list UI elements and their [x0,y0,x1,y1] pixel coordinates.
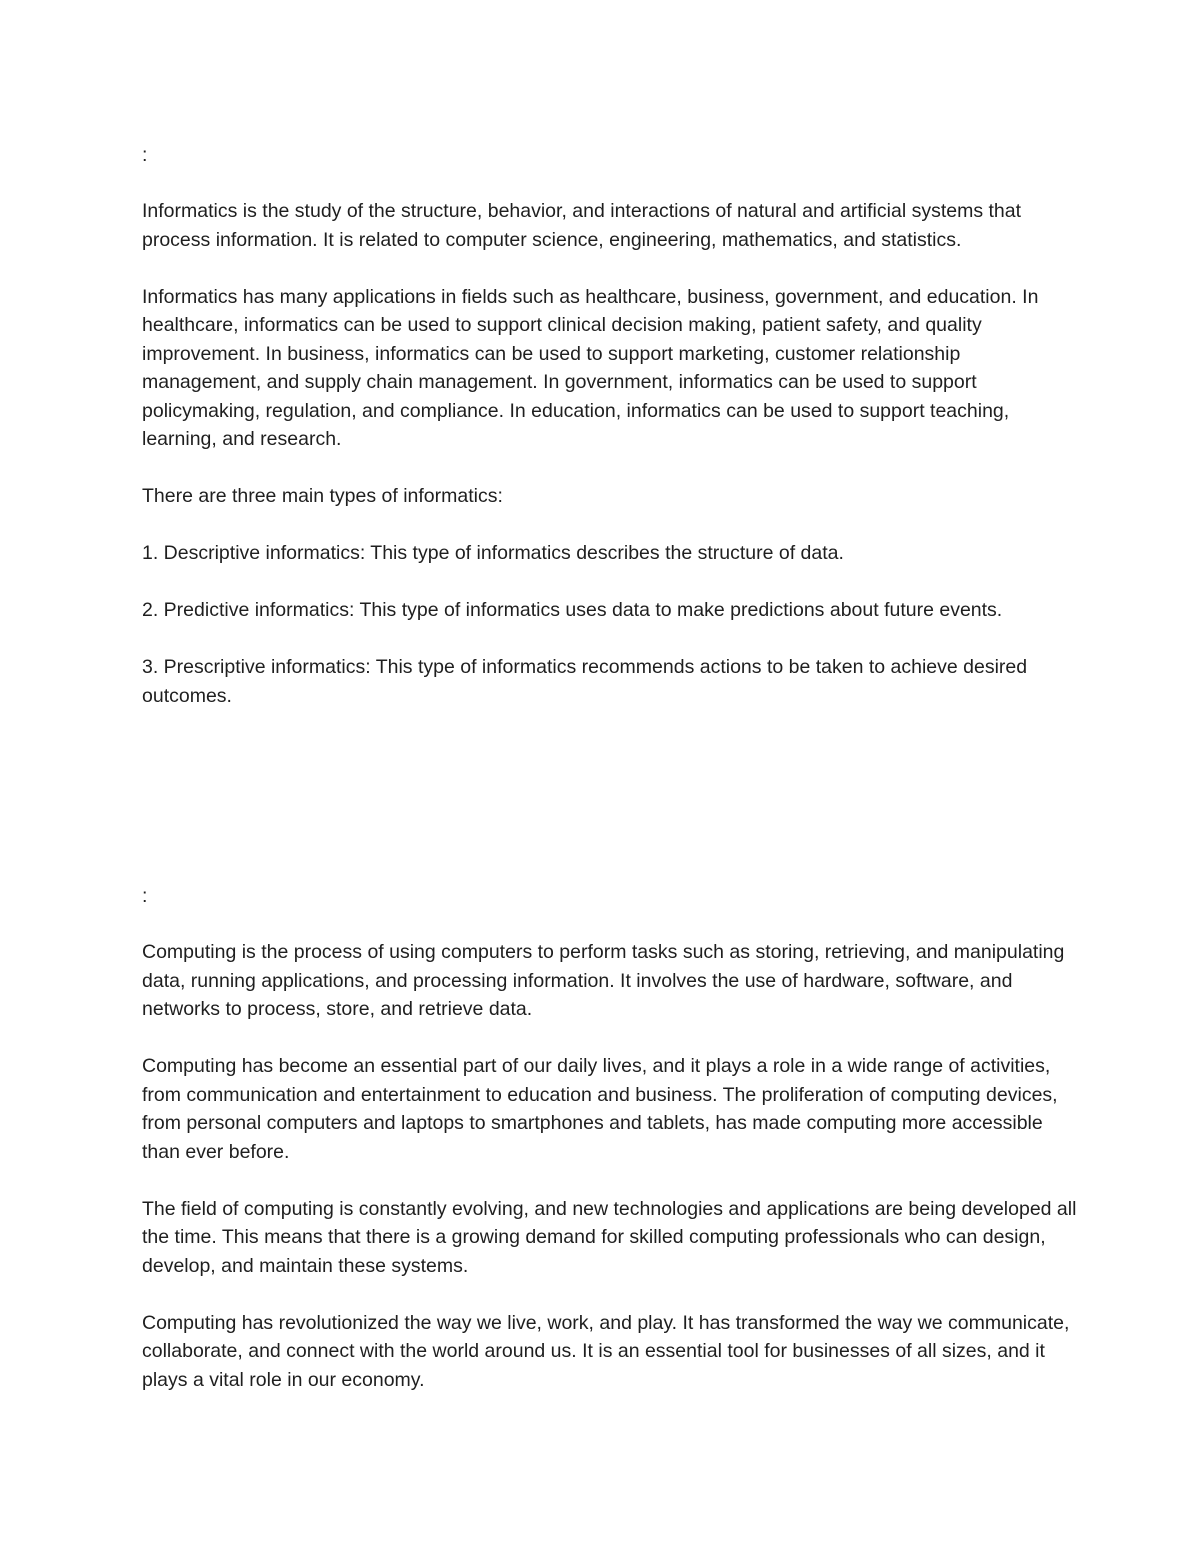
paragraph-informatics-applications: Informatics has many applications in fields such as healthcare, business, government, and education. In healthcare, informatics can be used to support clinical decision making, patient safety, and quality improvement. In business, informatics can be used to support marketing, customer relationship management, and supply chain management. In government, informatics can be used to support policymaking, regulation, and compliance. In education, informatics can be used to support teaching, learning, and research. [142,285,1039,450]
section-marker-computing: : [142,885,148,907]
paragraph-informatics-types-intro: There are three main types of informatics: [142,485,503,507]
section-marker-informatics: : [142,144,148,166]
list-item-descriptive: 1. Descriptive informatics: This type of informatics describes the structure of data. [142,542,844,564]
paragraph-computing-daily-life: Computing has become an essential part of our daily lives, and it plays a role in a wide range of activities, from communication and entertainment to education and business. The proliferation of computing devices, from personal computers and laptops to smartphones and tablets, has made computing more accessible than ever before. [142,1055,1058,1163]
paragraph-computing-definition: Computing is the process of using computers to perform tasks such as storing, retrieving, and manipulating data, running applications, and processing information. It involves the use of hardware, software, and networks to process, store, and retrieve data. [142,941,1065,1020]
section-computing [142,938,1082,1394]
section-informatics [142,197,1082,710]
paragraph-computing-revolution: Computing has revolutionized the way we live, work, and play. It has transformed the way we communicate, collaborate, and connect with the world around us. It is an essential tool for businesses of all sizes, and it plays a vital role in our economy. [142,1311,1070,1391]
paragraph-informatics-definition: Informatics is the study of the structure, behavior, and interactions of natural and artificial systems that process information. It is related to computer science, engineering, mathematics, and statistics. [142,200,1022,251]
paragraph-computing-evolving: The field of computing is constantly evolving, and new technologies and applications are being developed all the time. This means that there is a growing demand for skilled computing professionals who can design, develop, and maintain these systems. [142,1197,1077,1277]
list-item-predictive: 2. Predictive informatics: This type of informatics uses data to make predictions about future events. [142,599,1003,621]
list-item-prescriptive: 3. Prescriptive informatics: This type of informatics recommends actions to be taken to achieve desired outcomes. [142,656,1028,707]
